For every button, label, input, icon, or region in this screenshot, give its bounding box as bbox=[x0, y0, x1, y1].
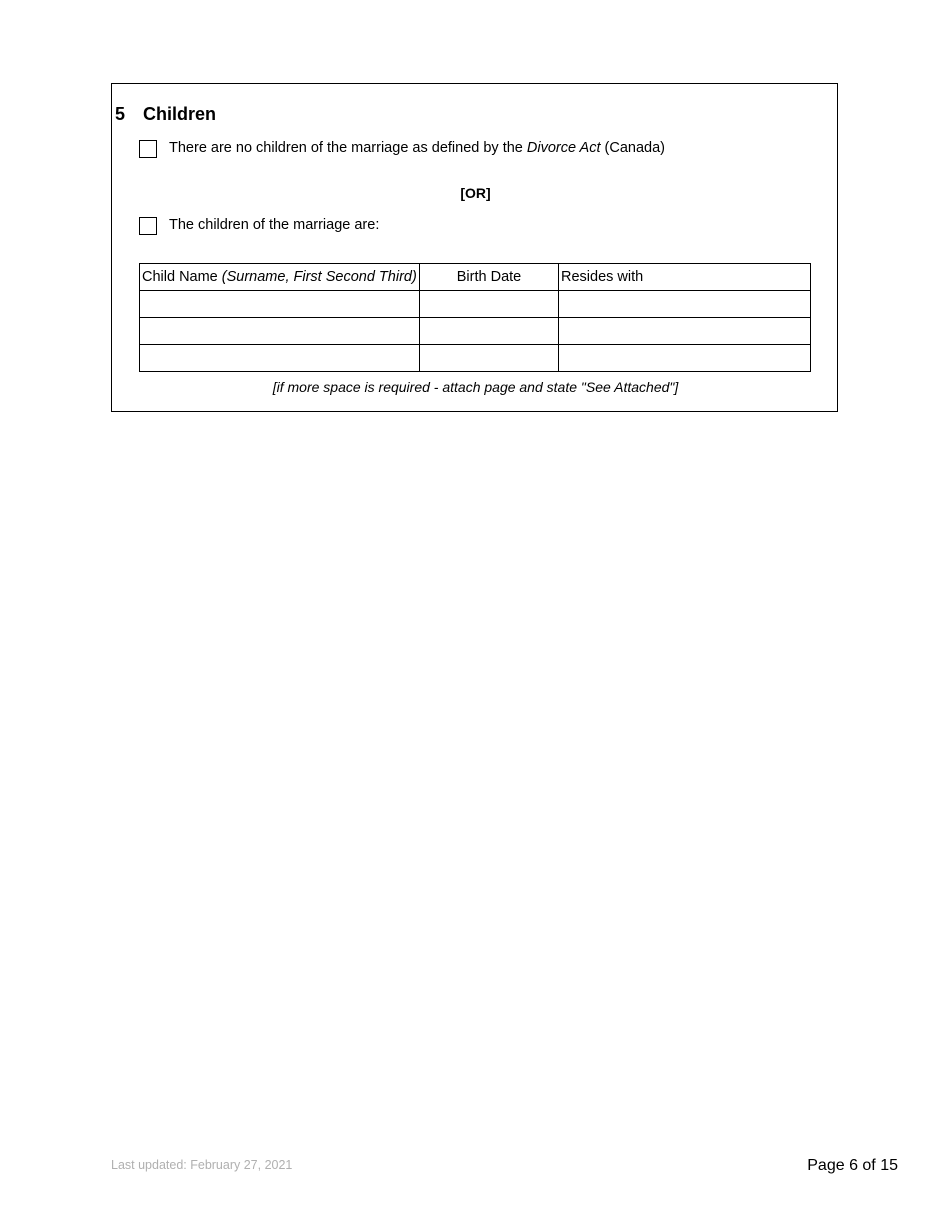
birth-date-header: Birth Date bbox=[420, 264, 559, 291]
no-children-text: There are no children of the marriage as defined by the bbox=[169, 140, 527, 156]
divorce-act-text: Divorce Act bbox=[526, 140, 601, 156]
section-number: 5 bbox=[115, 104, 126, 124]
page-number: Page 6 of 15 bbox=[807, 1157, 898, 1174]
birth-date-cell[interactable] bbox=[420, 291, 559, 318]
no-children-checkbox[interactable] bbox=[139, 140, 157, 158]
birth-date-cell[interactable] bbox=[420, 345, 559, 372]
canada-text: (Canada) bbox=[600, 140, 665, 156]
resides-with-header: Resides with bbox=[559, 264, 811, 291]
last-updated: Last updated: February 27, 2021 bbox=[111, 1158, 293, 1172]
table-row bbox=[140, 318, 811, 345]
attach-note: [if more space is required - attach page and state "See Attached"] bbox=[272, 379, 679, 395]
child-name-cell[interactable] bbox=[140, 291, 420, 318]
child-name-hint: (Surname, First Second Third) bbox=[221, 269, 417, 285]
child-name-cell[interactable] bbox=[140, 318, 420, 345]
children-table bbox=[139, 263, 811, 372]
resides-with-cell[interactable] bbox=[559, 318, 811, 345]
children-list-checkbox[interactable] bbox=[139, 217, 157, 235]
children-list-label: The children of the marriage are: bbox=[169, 217, 380, 233]
child-name-cell[interactable] bbox=[140, 345, 420, 372]
child-name-header bbox=[140, 264, 420, 291]
resides-with-cell[interactable] bbox=[559, 345, 811, 372]
or-label: [OR] bbox=[460, 185, 491, 201]
table-header-row bbox=[140, 264, 811, 291]
resides-with-cell[interactable] bbox=[559, 291, 811, 318]
child-name-label: Child Name bbox=[142, 269, 222, 285]
table-row bbox=[140, 345, 811, 372]
table-row bbox=[140, 291, 811, 318]
section-title: Children bbox=[143, 104, 217, 124]
no-children-label bbox=[169, 140, 665, 156]
birth-date-cell[interactable] bbox=[420, 318, 559, 345]
children-section bbox=[111, 83, 838, 412]
